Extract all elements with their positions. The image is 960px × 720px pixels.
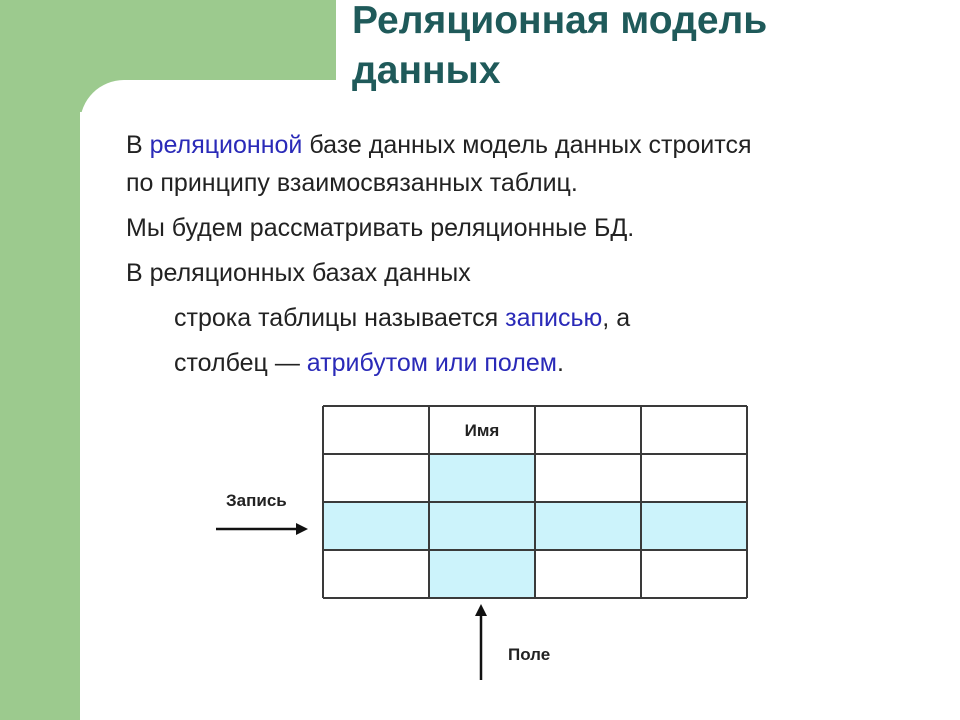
p4-post: , а — [602, 304, 631, 332]
p1-pre: В — [126, 131, 150, 159]
p1-post: базе данных модель данных строится — [302, 131, 752, 159]
paragraph-3: В реляционных базах данных — [126, 259, 471, 287]
p1-highlight: реляционной — [149, 131, 303, 159]
paragraph-1-line-2: по принципу взаимосвязанных таблиц. — [126, 169, 578, 197]
slide-title: Реляционная модель данных — [352, 0, 768, 92]
field-label: Поле — [508, 645, 551, 664]
column-header-name: Имя — [464, 421, 500, 440]
highlight-cell — [429, 550, 535, 598]
highlight-cell — [429, 502, 535, 550]
highlight-cell — [429, 454, 535, 502]
highlight-cell — [323, 502, 429, 550]
highlight-cell — [641, 502, 747, 550]
field-arrow — [475, 604, 487, 680]
p4-highlight: записью — [505, 304, 603, 332]
highlight-cell — [535, 502, 641, 550]
p4-pre: строка таблицы называется — [174, 304, 506, 332]
record-label: Запись — [226, 491, 287, 510]
p5-post: . — [556, 349, 564, 377]
p5-highlight: атрибутом или полем — [306, 349, 557, 377]
p5-pre: столбец — — [174, 349, 307, 377]
table-grid — [323, 406, 747, 598]
record-arrow — [216, 523, 308, 535]
paragraph-2: Мы будем рассматривать реляционные БД. — [126, 214, 635, 242]
